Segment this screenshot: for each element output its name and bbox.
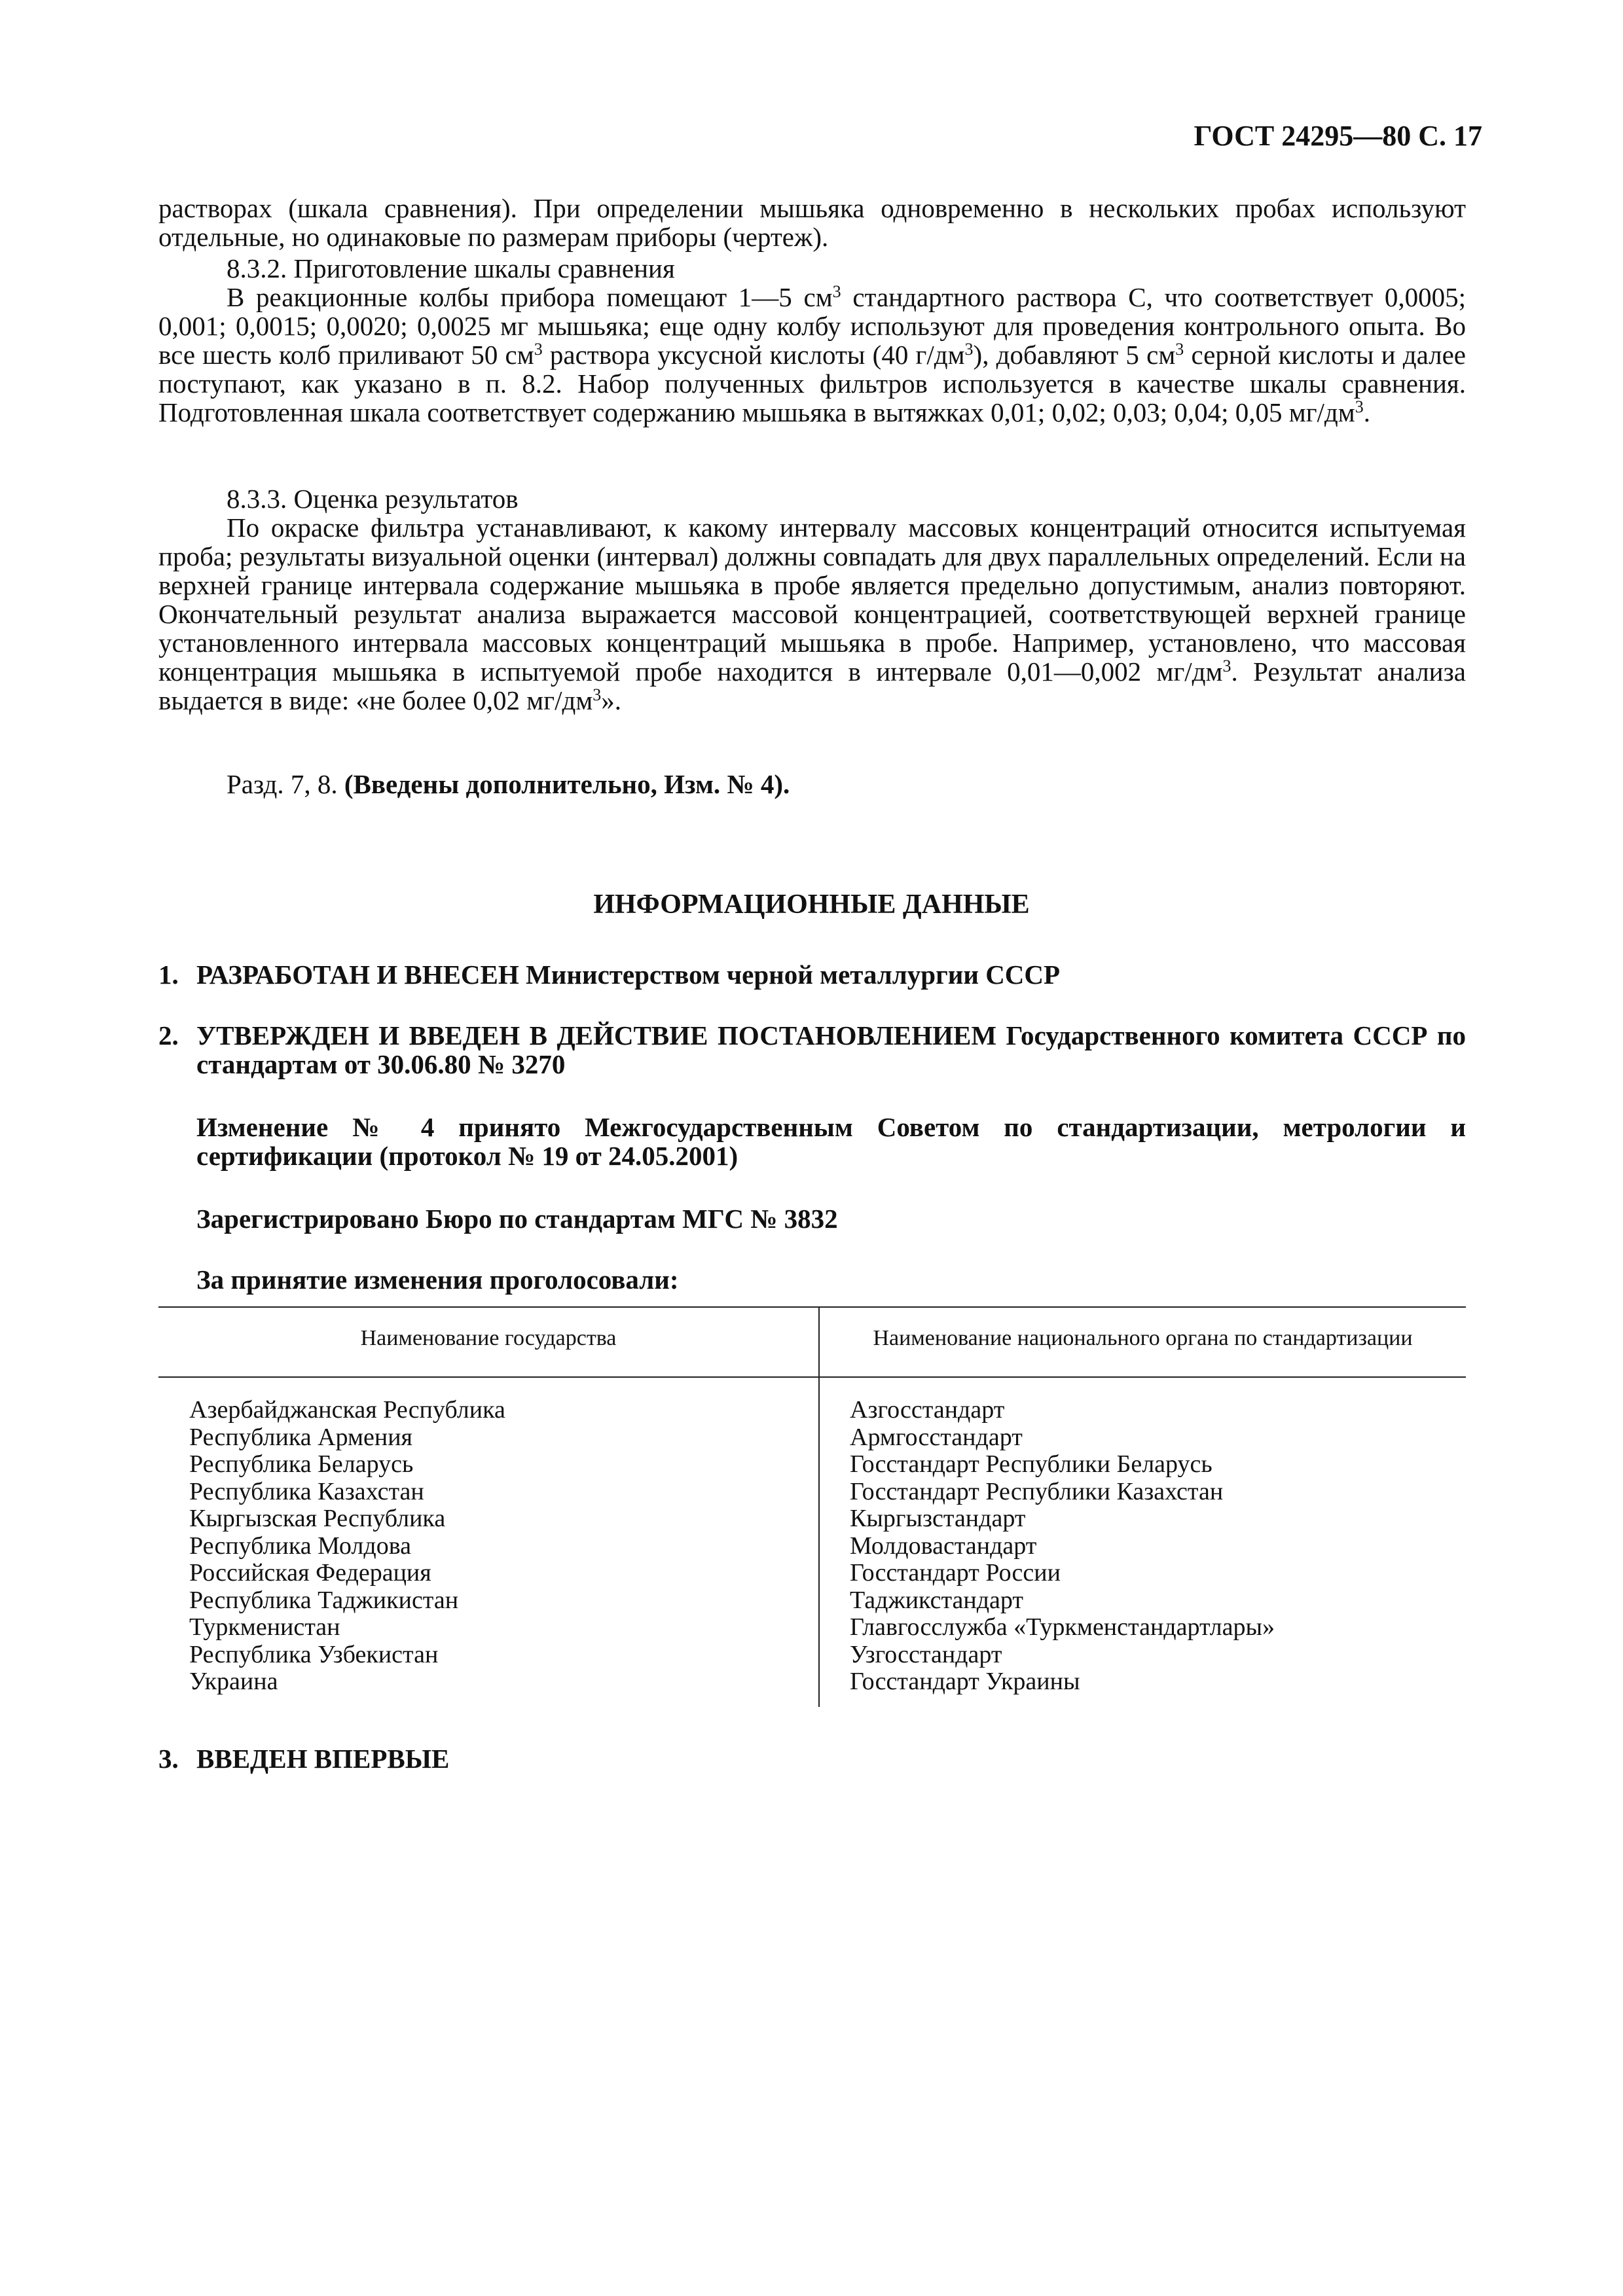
standards-body-name: Главгосслужба «Туркменстандартлары» (850, 1613, 1275, 1641)
table-top-rule (158, 1306, 1466, 1308)
column-header-body: Наименование национального органа по стандартизации (873, 1326, 1413, 1350)
standards-body-list (850, 1397, 1275, 1696)
page-header: ГОСТ 24295—80 С. 17 (1194, 120, 1482, 152)
standards-body-name: Узгосстандарт (850, 1640, 1002, 1668)
standards-body-name: Молдовастандарт (850, 1532, 1037, 1560)
table-header-rule (158, 1376, 1466, 1378)
state-name: Кыргызская Республика (189, 1505, 446, 1532)
state-name: Республика Беларусь (189, 1450, 414, 1478)
standards-body-name: Госстандарт Украины (850, 1668, 1080, 1695)
state-name: Туркменистан (189, 1613, 340, 1641)
info-data-title: ИНФОРМАЦИОННЫЕ ДАННЫЕ (593, 889, 1030, 920)
change-note: Изменение № 4 принято Межгосударственным Советом по стандартизации, метрологии и сертификации (протокол № 19 от 24.05.2001) (196, 1112, 1466, 1171)
section-heading-8-3-2: 8.3.2. Приготовление шкалы сравнения (227, 253, 675, 283)
state-name: Республика Таджикистан (189, 1586, 459, 1614)
amendment-note: Разд. 7, 8. (Введены дополнительно, Изм. № 4). (227, 769, 790, 799)
paragraph-intro: растворах (шкала сравнения). При определении мышьяка одновременно в нескольких пробах используют отдельные, но одинаковые по размерам приборы (чертеж). (158, 193, 1466, 252)
info-item-3: 3. ВВЕДЕН ВПЕРВЫЕ (158, 1744, 450, 1774)
standards-body-name: Армгосстандарт (850, 1423, 1023, 1451)
registration-note: Зарегистрировано Бюро по стандартам МГС № 3832 (196, 1204, 838, 1234)
section-heading-8-3-3: 8.3.3. Оценка результатов (227, 484, 519, 514)
state-name: Азербайджанская Республика (189, 1396, 505, 1424)
standards-body-name: Госстандарт Республики Казахстан (850, 1477, 1224, 1505)
info-item-2: 2. УТВЕРЖДЕН И ВВЕДЕН В ДЕЙСТВИЕ ПОСТАНОВЛЕНИЕМ Государственного комитета СССР по стандартам от 30.06.80 № 3270 (158, 1020, 1466, 1079)
state-name: Республика Молдова (189, 1532, 412, 1560)
standards-body-name: Таджикстандарт (850, 1586, 1024, 1614)
info-item-1: 1. РАЗРАБОТАН И ВНЕСЕН Министерством черной металлургии СССР (158, 960, 1061, 990)
state-list (189, 1397, 505, 1696)
state-name: Республика Казахстан (189, 1477, 424, 1505)
state-name: Российская Федерация (189, 1559, 431, 1587)
voting-table (158, 1306, 1466, 1712)
standards-body-name: Азгосстандарт (850, 1396, 1005, 1424)
standards-body-name: Кыргызстандарт (850, 1505, 1026, 1532)
standards-body-name: Госстандарт России (850, 1559, 1061, 1587)
state-name: Украина (189, 1668, 278, 1695)
state-name: Республика Узбекистан (189, 1640, 439, 1668)
voted-heading: За принятие изменения проголосовали: (196, 1265, 679, 1295)
state-name: Республика Армения (189, 1423, 413, 1451)
paragraph-scale-preparation: В реакционные колбы прибора помещают 1—5 $см^3$ стандартного раствора С, что соответствует 0,0005; 0,001; 0,0015; 0,0020; 0,0025 мг мышьяка; еще одну колбу используют для проведения контрольного опыта. Во все шесть колб приливают 50 $см^3$ раствора уксусной кислоты (40 $г/дм^3$), добавляют 5 $см^3$ серной кислоты и далее поступают, как указано в п. 8.2. Набор полученных фильтров используется в качестве шкалы сравнения. Подготовленная шкала соответствует содержанию мышьяка в вытяжках 0,01; 0,02; 0,03; 0,04; 0,05 $мг/дм^3$. (158, 282, 1467, 427)
table-column-divider (818, 1306, 820, 1707)
column-header-state: Наименование государства (360, 1326, 617, 1350)
standards-body-name: Госстандарт Республики Беларусь (850, 1450, 1213, 1478)
paragraph-result-evaluation: По окраске фильтра устанавливают, к какому интервалу массовых концентраций относится испытуемая проба; результаты визуальной оценки (интервал) должны совпадать для двух параллельных определений. Если на верхней границе интервала содержание мышьяка в пробе является предельно допустимым, анализ повторяют. Окончательный результат анализа выражается массовой концентрацией, соответствующей верхней границе установленного интервала массовых концентраций мышьяка в пробе. Например, установлено, что массовая концентрация мышьяка в испытуемой пробе находится в интервале 0,01—0,002 $мг/дм^3$. Результат анализа выдается в виде: «не более 0,02 $мг/дм^3$». (158, 512, 1466, 715)
